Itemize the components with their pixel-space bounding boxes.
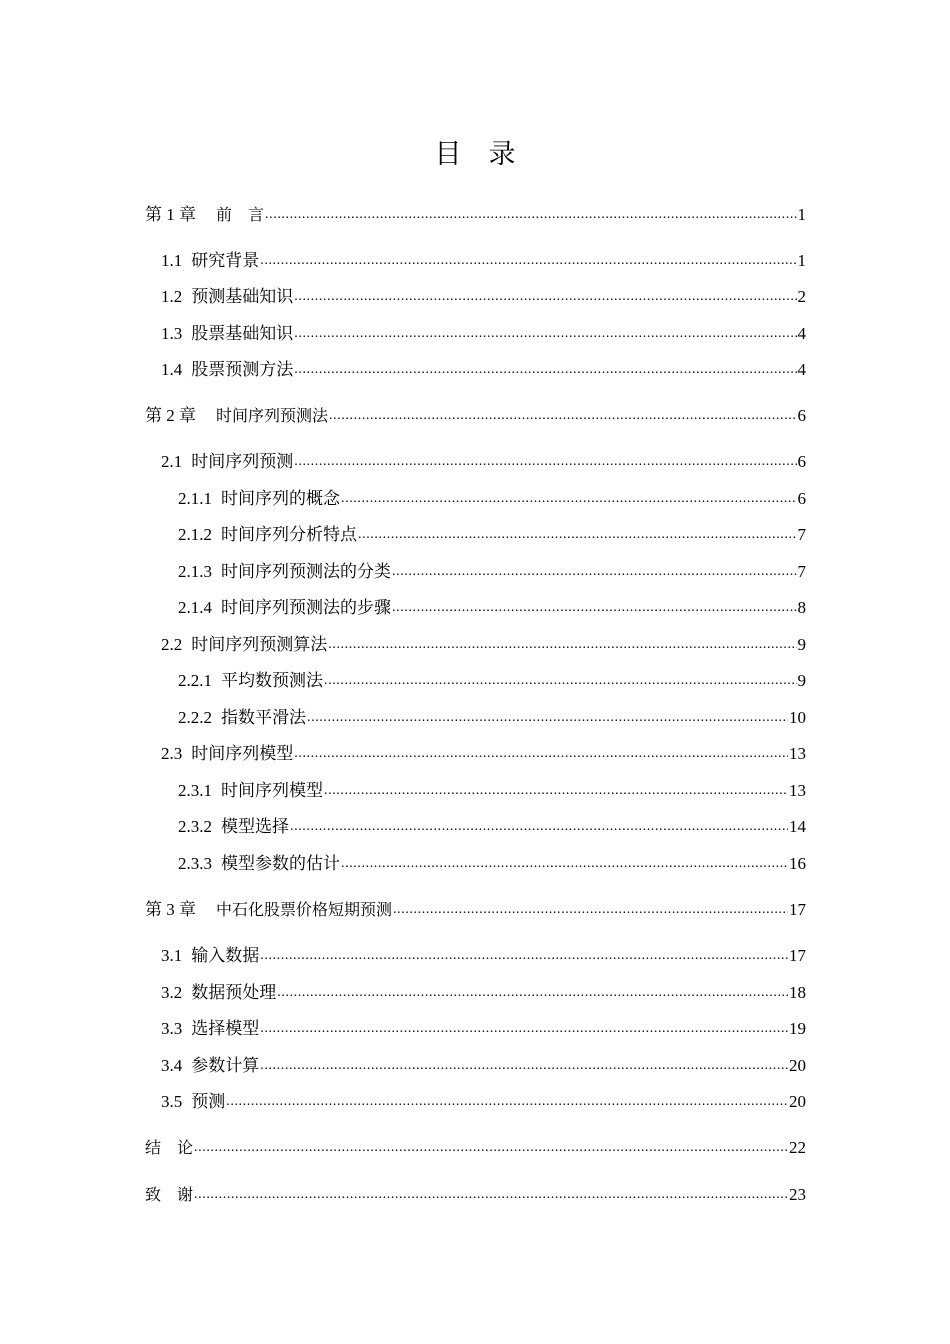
toc-dot-leader	[260, 1056, 788, 1076]
toc-entry-page: 19	[789, 1019, 806, 1038]
toc-entry-number: 2.3.3	[178, 854, 212, 873]
toc-entry-number: 2.2.1	[178, 671, 212, 690]
toc-subsection-2-2-1[interactable]	[178, 667, 806, 691]
toc-entry-page: 9	[797, 635, 806, 654]
toc-subsection-2-3-2[interactable]	[178, 813, 806, 837]
toc-entry-label: 前 言	[216, 205, 265, 224]
toc-entry-page: 17	[789, 900, 806, 919]
toc-entry-number: 第 3 章	[145, 900, 196, 919]
toc-entry-page: 7	[797, 525, 806, 544]
toc-entry-label: 股票基础知识	[191, 324, 294, 343]
toc-entry-label: 时间序列预测法	[216, 406, 329, 425]
toc-entry-number: 3.2	[161, 983, 183, 1002]
toc-entry-number: 1.1	[161, 251, 183, 270]
toc-dot-leader	[194, 1185, 788, 1205]
toc-dot-leader	[329, 406, 796, 426]
toc-subsection-2-1-2[interactable]	[178, 521, 806, 545]
toc-entry-label: 时间序列预测	[191, 452, 294, 471]
toc-conclusion[interactable]	[145, 1134, 806, 1158]
toc-section-3-4[interactable]	[161, 1052, 806, 1076]
toc-dot-leader	[307, 708, 788, 728]
toc-entry-number: 2.1	[161, 452, 183, 471]
toc-chapter-1[interactable]	[145, 201, 806, 225]
toc-subsection-2-2-2[interactable]	[178, 704, 806, 728]
toc-section-1-3[interactable]	[161, 320, 806, 344]
toc-entry-number: 3.3	[161, 1019, 183, 1038]
toc-section-3-2[interactable]	[161, 979, 806, 1003]
toc-entry-page: 4	[797, 360, 806, 379]
toc-dot-leader	[294, 287, 796, 307]
toc-section-2-3[interactable]	[161, 740, 806, 764]
toc-entry-label: 时间序列模型	[191, 744, 294, 763]
toc-entry-page: 18	[789, 983, 806, 1002]
toc-dot-leader	[294, 360, 796, 380]
toc-section-3-1[interactable]	[161, 942, 806, 966]
toc-entry-number: 2.1.2	[178, 525, 212, 544]
page-title: 目 录	[434, 139, 516, 170]
toc-dot-leader	[265, 205, 796, 225]
toc-dot-leader	[393, 900, 788, 920]
toc-section-1-4[interactable]	[161, 356, 806, 380]
toc-dot-leader	[277, 983, 788, 1003]
toc-entry-number: 2.3	[161, 744, 183, 763]
toc-entry-label: 股票预测方法	[191, 360, 294, 379]
toc-entry-label: 输入数据	[191, 946, 260, 965]
toc-entry-page: 7	[797, 562, 806, 581]
toc-acknowledgements[interactable]	[145, 1181, 806, 1205]
toc-entry-label: 预测基础知识	[191, 287, 294, 306]
toc-section-1-1[interactable]	[161, 247, 806, 271]
toc-entry-number: 第 2 章	[145, 406, 196, 425]
toc-dot-leader	[328, 635, 796, 655]
toc-section-2-2[interactable]	[161, 631, 806, 655]
toc-dot-leader	[358, 525, 797, 545]
toc-dot-leader	[290, 817, 788, 837]
toc-subsection-2-3-1[interactable]	[178, 777, 806, 801]
toc-entry-label: 时间序列预测法的步骤	[221, 598, 391, 617]
toc-chapter-2[interactable]	[145, 402, 806, 426]
toc-entry-number: 3.5	[161, 1092, 183, 1111]
toc-entry-number: 第 1 章	[145, 205, 196, 224]
toc-dot-leader	[226, 1092, 788, 1112]
toc-entry-label: 时间序列分析特点	[221, 525, 357, 544]
toc-entry-page: 6	[797, 452, 806, 471]
toc-dot-leader	[194, 1138, 788, 1158]
toc-entry-label: 时间序列预测法的分类	[221, 562, 391, 581]
toc-entry-page: 10	[789, 708, 806, 727]
toc-entry-page: 2	[797, 287, 806, 306]
toc-entry-number: 1.2	[161, 287, 183, 306]
toc-entry-label: 预测	[191, 1092, 226, 1111]
toc-dot-leader	[294, 744, 788, 764]
toc-subsection-2-1-1[interactable]	[178, 485, 806, 509]
toc-entry-page: 4	[797, 324, 806, 343]
toc-entry-page: 6	[797, 489, 806, 508]
toc-dot-leader	[324, 671, 797, 691]
toc-dot-leader	[341, 854, 788, 874]
toc-entry-number: 2.1.4	[178, 598, 212, 617]
toc-dot-leader	[260, 251, 796, 271]
toc-entry-label: 结 论	[145, 1138, 194, 1157]
toc-section-3-3[interactable]	[161, 1015, 806, 1039]
toc-entry-number: 1.4	[161, 360, 183, 379]
toc-entry-page: 8	[797, 598, 806, 617]
toc-entry-page: 13	[789, 781, 806, 800]
toc-dot-leader	[392, 562, 797, 582]
toc-entry-number: 3.4	[161, 1056, 183, 1075]
toc-entry-label: 数据预处理	[191, 983, 277, 1002]
toc-dot-leader	[324, 781, 788, 801]
toc-entry-number: 3.1	[161, 946, 183, 965]
toc-chapter-3[interactable]	[145, 896, 806, 920]
toc-entry-label: 中石化股票价格短期预测	[216, 900, 393, 919]
toc-entry-page: 6	[797, 406, 806, 425]
toc-dot-leader	[392, 598, 797, 618]
toc-entry-label: 模型选择	[221, 817, 289, 836]
toc-entry-number: 2.2	[161, 635, 183, 654]
toc-dot-leader	[294, 452, 796, 472]
toc-entry-page: 13	[789, 744, 806, 763]
toc-entry-page: 14	[789, 817, 806, 836]
toc-entry-page: 20	[789, 1092, 806, 1111]
toc-dot-leader	[260, 1019, 788, 1039]
toc-dot-leader	[260, 946, 788, 966]
toc-entry-label: 选择模型	[191, 1019, 260, 1038]
toc-entry-number: 2.1.3	[178, 562, 212, 581]
toc-entry-page: 20	[789, 1056, 806, 1075]
toc-entry-number: 2.3.2	[178, 817, 212, 836]
toc-entry-label: 研究背景	[191, 251, 260, 270]
toc-entry-label: 指数平滑法	[221, 708, 306, 727]
toc-entry-page: 23	[789, 1185, 806, 1204]
toc-entry-page: 1	[797, 251, 806, 270]
toc-entry-number: 2.3.1	[178, 781, 212, 800]
toc-section-1-2[interactable]	[161, 283, 806, 307]
toc-subsection-2-3-3[interactable]	[178, 850, 806, 874]
toc-section-3-5[interactable]	[161, 1088, 806, 1112]
toc-entry-label: 模型参数的估计	[221, 854, 340, 873]
toc-entry-page: 16	[789, 854, 806, 873]
toc-entry-page: 22	[789, 1138, 806, 1157]
toc-entry-label: 时间序列预测算法	[191, 635, 328, 654]
toc-entry-number: 2.1.1	[178, 489, 212, 508]
toc-subsection-2-1-4[interactable]	[178, 594, 806, 618]
toc-entry-number: 2.2.2	[178, 708, 212, 727]
toc-entry-label: 时间序列的概念	[221, 489, 340, 508]
toc-entry-label: 平均数预测法	[221, 671, 323, 690]
toc-entry-page: 1	[797, 205, 806, 224]
toc-dot-leader	[341, 489, 797, 509]
toc-entry-page: 17	[789, 946, 806, 965]
toc-entry-number: 1.3	[161, 324, 183, 343]
toc-section-2-1[interactable]	[161, 448, 806, 472]
toc-subsection-2-1-3[interactable]	[178, 558, 806, 582]
toc-entry-label: 参数计算	[191, 1056, 260, 1075]
toc-entry-label: 致 谢	[145, 1185, 194, 1204]
toc-entry-page: 9	[797, 671, 806, 690]
toc-dot-leader	[294, 324, 796, 344]
toc-entry-label: 时间序列模型	[221, 781, 323, 800]
